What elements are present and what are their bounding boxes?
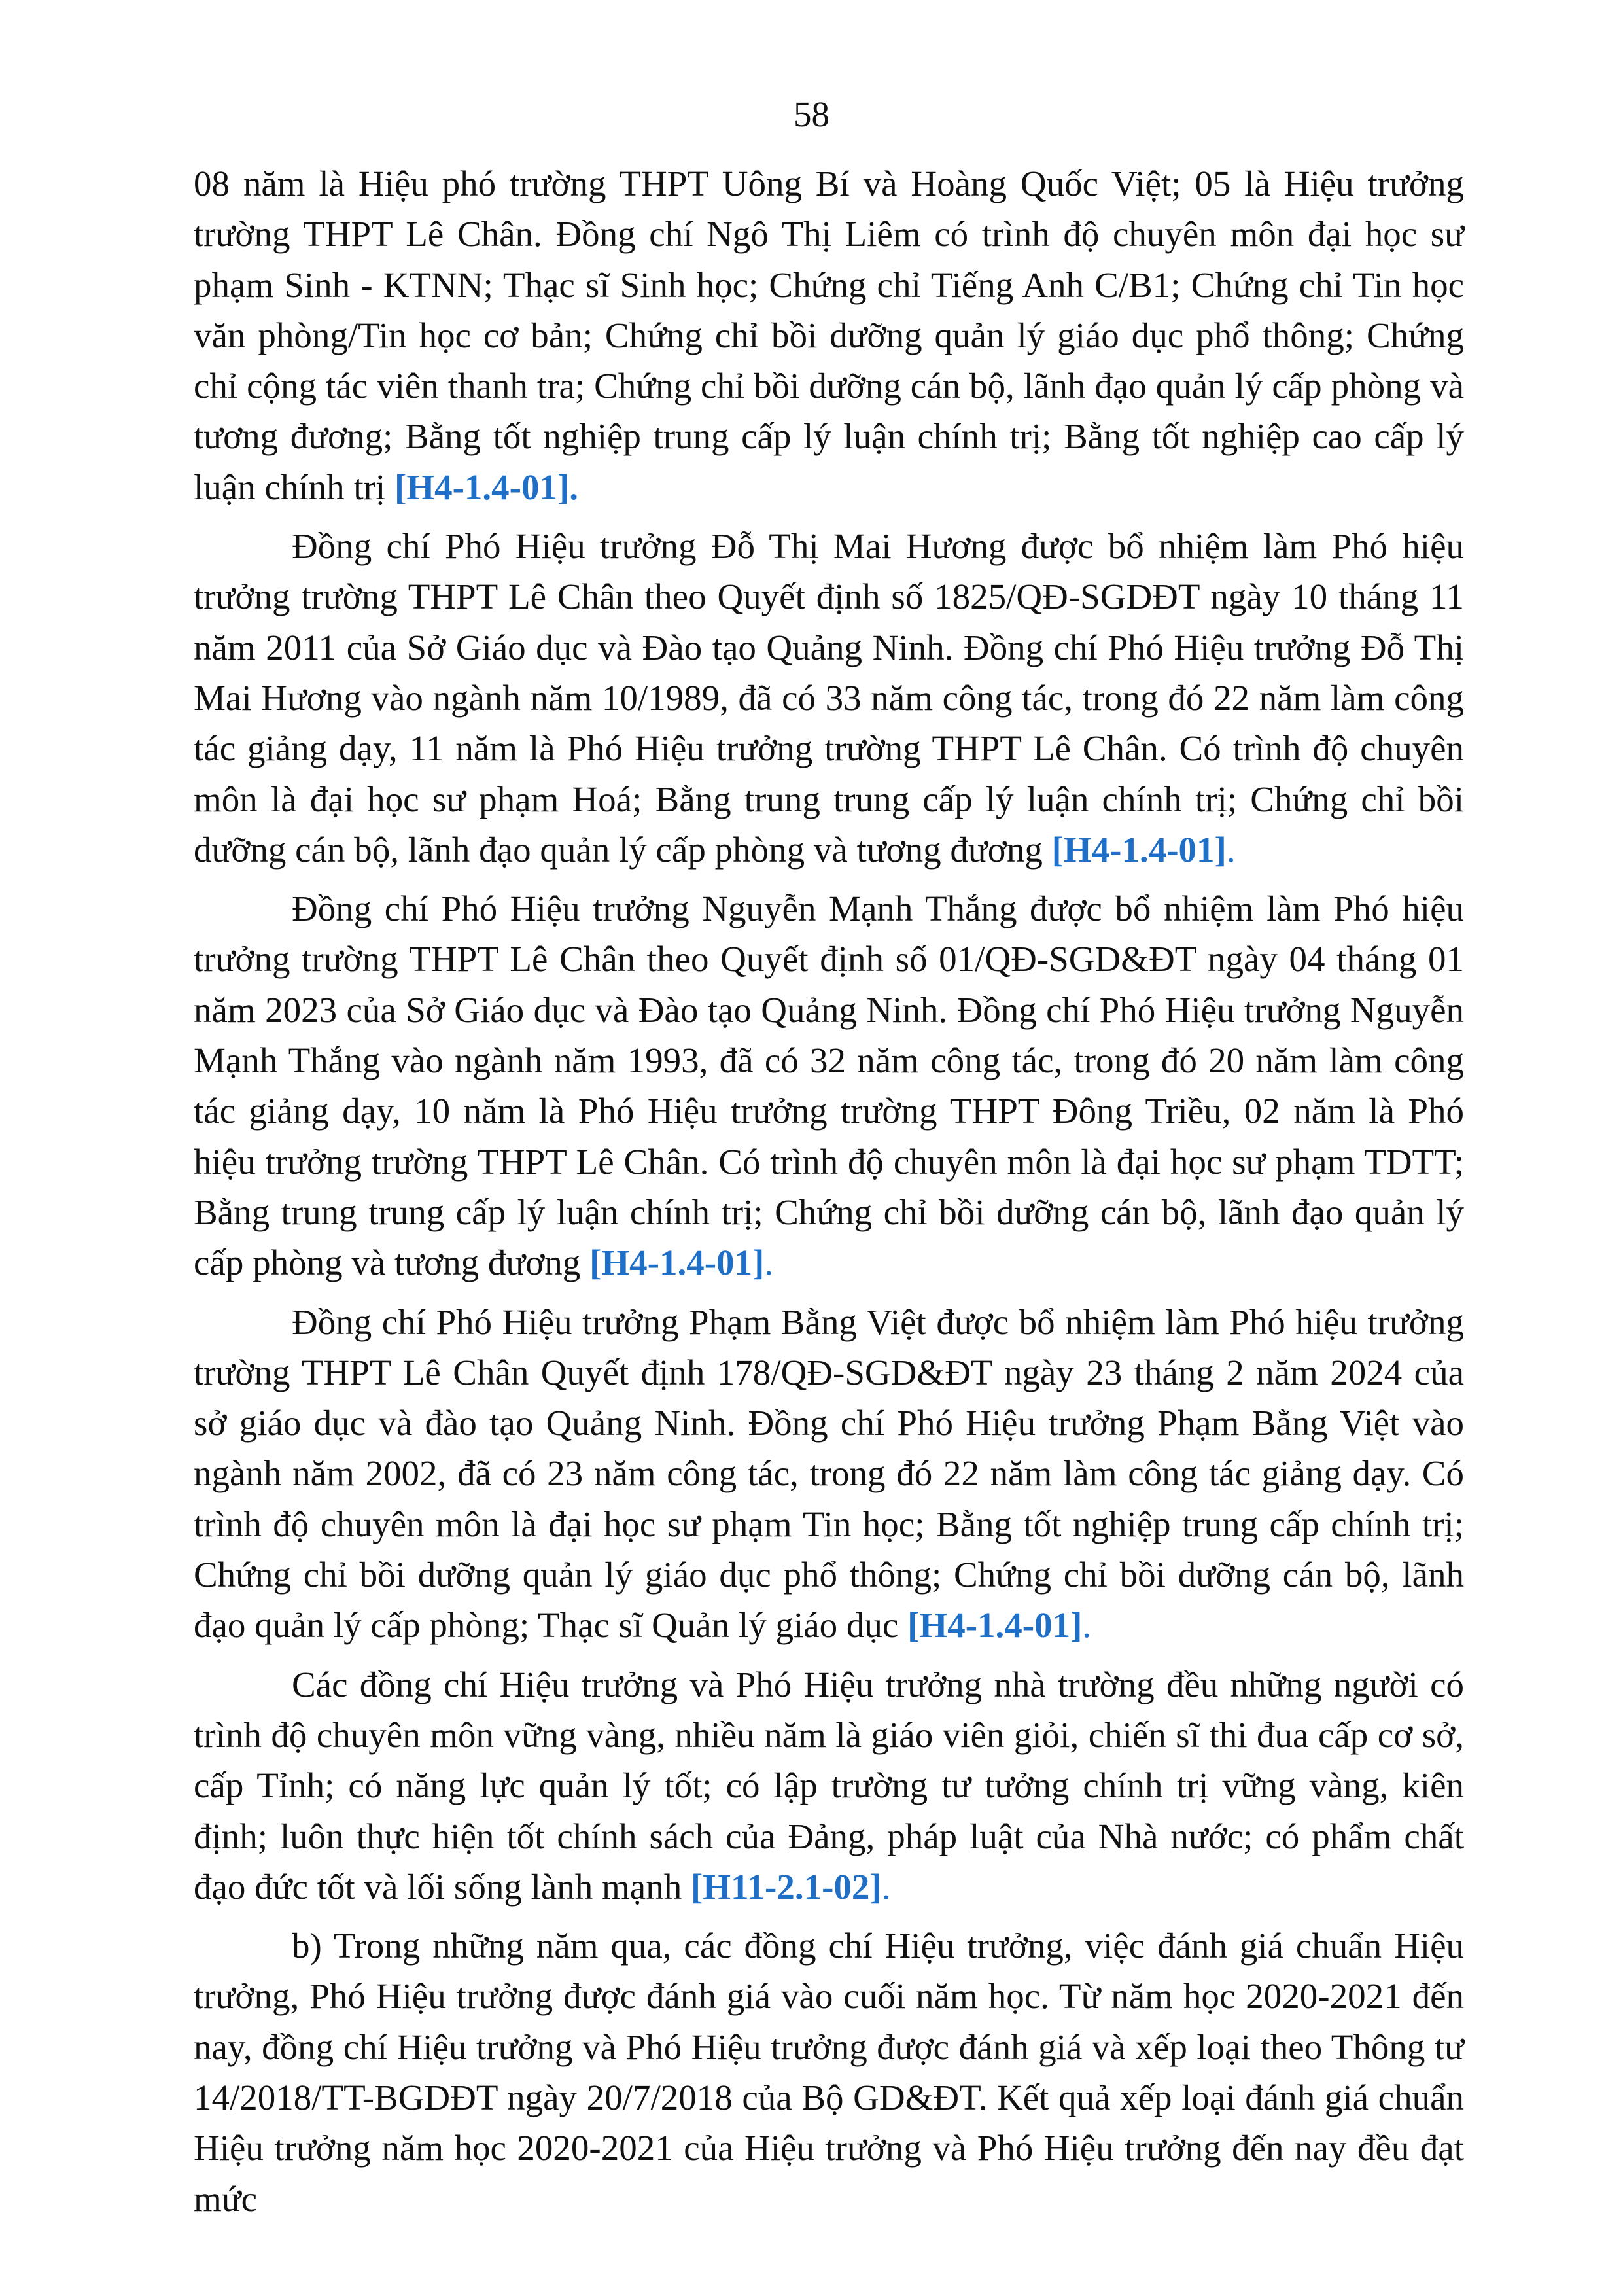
paragraph-text: Đồng chí Phó Hiệu trưởng Đỗ Thị Mai Hương được bổ nhiệm làm Phó hiệu trưởng trường THPT Lê Chân theo Quyết định số 1825/QĐ-SGDĐT ngày 10 tháng 11 năm 2011 của Sở Giáo dục và Đào tạo Quảng Ninh. Đồng chí Phó Hiệu trưởng Đỗ Thị Mai Hương vào ngành năm 10/1989, đã có 33 năm công tác, trong đó 22 năm làm công tác giảng dạy, 11 năm là Phó Hiệu trưởng trường THPT Lê Chân. Có trình độ chuyên môn là đại học sư phạm Hoá; Bằng trung trung cấp lý luận chính trị; Chứng chỉ bồi dưỡng cán bộ, lãnh đạo quản lý cấp phòng và tương đương [194, 526, 1464, 870]
paragraph-text: Đồng chí Phó Hiệu trưởng Phạm Bằng Việt được bổ nhiệm làm Phó hiệu trưởng trường THPT Lê Chân Quyết định 178/QĐ-SGD&ĐT ngày 23 tháng 2 năm 2024 của sở giáo dục và đào tạo Quảng Ninh. Đồng chí Phó Hiệu trưởng Phạm Bằng Việt vào ngành năm 2002, đã có 23 năm công tác, trong đó 22 năm làm công tác giảng dạy. Có trình độ chuyên môn là đại học sư phạm Tin học; Bằng tốt nghiệp trung cấp chính trị; Chứng chỉ bồi dưỡng quản lý giáo dục phổ thông; Chứng chỉ bồi dưỡng cán bộ, lãnh đạo quản lý cấp phòng; Thạc sĩ Quản lý giáo dục [194, 1301, 1464, 1646]
reference-period: . [1226, 829, 1236, 870]
paragraph-1 [194, 158, 1464, 512]
paragraph-text: Các đồng chí Hiệu trưởng và Phó Hiệu trưởng nhà trường đều những người có trình độ chuyên môn vững vàng, nhiều năm là giáo viên giỏi, chiến sĩ thi đua cấp cơ sở, cấp Tỉnh; có năng lực quản lý tốt; có lập trường tư tưởng chính trị vững vàng, kiên định; luôn thực hiện tốt chính sách của Đảng, pháp luật của Nhà nước; có phẩm chất đạo đức tốt và lối sống lành mạnh [194, 1664, 1464, 1907]
evidence-reference: [H4-1.4-01] [589, 1243, 765, 1283]
paragraph-4 [194, 1297, 1464, 1651]
evidence-reference: [H4-1.4-01] [1051, 829, 1227, 870]
paragraph-5 [194, 1659, 1464, 1912]
document-body [194, 158, 1464, 2233]
paragraph-text: b) Trong những năm qua, các đồng chí Hiệu trưởng, việc đánh giá chuẩn Hiệu trưởng, Phó Hiệu trưởng được đánh giá vào cuối năm học. Từ năm học 2020-2021 đến nay, đồng chí Hiệu trưởng và Phó Hiệu trưởng được đánh giá và xếp loại theo Thông tư 14/2018/TT-BGDĐT ngày 20/7/2018 của Bộ GD&ĐT. Kết quả xếp loại đánh giá chuẩn Hiệu trưởng năm học 2020-2021 của Hiệu trưởng và Phó Hiệu trưởng đến nay đều đạt mức [194, 1926, 1464, 2219]
paragraph-text: 08 năm là Hiệu phó trường THPT Uông Bí và Hoàng Quốc Việt; 05 là Hiệu trưởng trường THPT Lê Chân. Đồng chí Ngô Thị Liêm có trình độ chuyên môn đại học sư phạm Sinh - KTNN; Thạc sĩ Sinh học; Chứng chỉ Tiếng Anh C/B1; Chứng chỉ Tin học văn phòng/Tin học cơ bản; Chứng chỉ bồi dưỡng quản lý giáo dục phổ thông; Chứng chỉ cộng tác viên thanh tra; Chứng chỉ bồi dưỡng cán bộ, lãnh đạo quản lý cấp phòng và tương đương; Bằng tốt nghiệp trung cấp lý luận chính trị; Bằng tốt nghiệp cao cấp lý luận chính trị [194, 164, 1464, 507]
paragraph-text: Đồng chí Phó Hiệu trưởng Nguyễn Mạnh Thắng được bổ nhiệm làm Phó hiệu trưởng trường THPT Lê Chân theo Quyết định số 01/QĐ-SGD&ĐT ngày 04 tháng 01 năm 2023 của Sở Giáo dục và Đào tạo Quảng Ninh. Đồng chí Phó Hiệu trưởng Nguyễn Mạnh Thắng vào ngành năm 1993, đã có 32 năm công tác, trong đó 20 năm làm công tác giảng dạy, 10 năm là Phó Hiệu trưởng trường THPT Đông Triều, 02 năm là Phó hiệu trưởng trường THPT Lê Chân. Có trình độ chuyên môn là đại học sư phạm TDTT; Bằng trung trung cấp lý luận chính trị; Chứng chỉ bồi dưỡng cán bộ, lãnh đạo quản lý cấp phòng và tương đương [194, 889, 1464, 1283]
reference-period: . [881, 1866, 891, 1907]
page-number: 58 [794, 94, 829, 134]
reference-period: . [1082, 1605, 1092, 1646]
evidence-reference: [H4-1.4-01] [907, 1605, 1083, 1646]
evidence-reference: [H4-1.4-01]. [394, 467, 579, 507]
paragraph-6 [194, 1920, 1464, 2224]
paragraph-2 [194, 521, 1464, 875]
reference-period: . [764, 1243, 774, 1283]
evidence-reference: [H11-2.1-02] [690, 1866, 882, 1907]
paragraph-3 [194, 883, 1464, 1288]
